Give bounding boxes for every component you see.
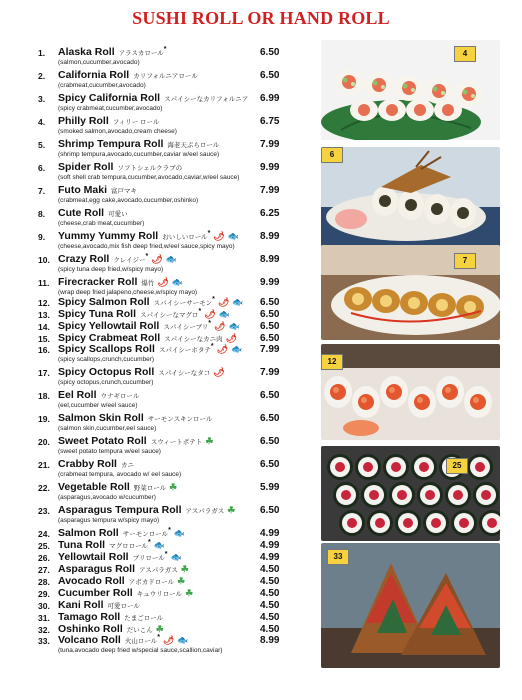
item-name bbox=[58, 575, 185, 587]
item-price: 8.99 bbox=[260, 231, 280, 242]
item-number: 33. bbox=[38, 636, 50, 646]
item-name bbox=[58, 504, 235, 516]
menu-item bbox=[0, 389, 312, 403]
item-number: 24. bbox=[38, 529, 50, 539]
item-price: 6.50 bbox=[260, 505, 280, 516]
item-number: 15. bbox=[38, 334, 50, 344]
photo-number-badge: 12 bbox=[321, 354, 343, 370]
item-description: (shrimp tempura,avocado,cucumber,caviar w/eel sauce) bbox=[58, 151, 220, 158]
item-number: 23. bbox=[38, 506, 50, 516]
item-name-text: Spicy Salmon Roll bbox=[58, 296, 150, 308]
item-name bbox=[58, 161, 182, 173]
item-name-text: Spicy Scallops Roll bbox=[58, 343, 155, 355]
fish-icon: 🐟 bbox=[232, 297, 244, 307]
item-description: (spicy octopus,crunch,cucumber) bbox=[58, 379, 154, 386]
item-japanese-name: 爆竹 bbox=[141, 280, 155, 287]
item-number: 11. bbox=[38, 278, 50, 288]
item-number: 30. bbox=[38, 601, 50, 611]
menu-item bbox=[0, 504, 312, 518]
menu-item bbox=[0, 412, 312, 426]
item-number: 2. bbox=[38, 71, 46, 81]
item-name-text: Spicy Crabmeat Roll bbox=[58, 332, 161, 344]
item-price: 6.25 bbox=[260, 208, 280, 219]
item-japanese-name: カリフォルニアロール bbox=[133, 73, 198, 80]
item-description: (spicy tuna deep fried,w/spicy mayo) bbox=[58, 266, 164, 273]
item-japanese-name: 富戸マキ bbox=[111, 188, 137, 195]
item-name-text: Spicy Octopus Roll bbox=[58, 366, 155, 378]
item-description: (cheese,avocado,mix fish deep fried,w/eel sauce,spicy mayo) bbox=[58, 243, 235, 250]
chili-pepper-icon: 🌶 bbox=[216, 344, 229, 354]
item-japanese-name: 火山ロール bbox=[124, 638, 158, 645]
menu-item bbox=[0, 343, 312, 357]
item-name bbox=[58, 527, 185, 539]
item-name-text: California Roll bbox=[58, 69, 130, 81]
item-japanese-name: スウィートポテト bbox=[150, 439, 203, 446]
raw-marker-star: * bbox=[164, 551, 168, 558]
item-price: 7.99 bbox=[260, 185, 280, 196]
item-description: (wrap deep fried jalapeno,cheese,w/spicy mayo) bbox=[58, 289, 198, 296]
item-price: 6.75 bbox=[260, 116, 280, 127]
item-price: 6.50 bbox=[260, 459, 280, 470]
item-description: (salmon,cucumber,avocado) bbox=[58, 59, 140, 66]
item-name bbox=[58, 481, 177, 493]
item-japanese-name: おいしいロール bbox=[162, 234, 208, 241]
item-price: 6.50 bbox=[260, 333, 280, 344]
item-name bbox=[58, 435, 213, 447]
item-japanese-name: アラスカロール bbox=[118, 50, 164, 57]
item-name bbox=[58, 92, 248, 104]
item-japanese-name: アスパラガス bbox=[139, 567, 178, 574]
photo-number-badge: 7 bbox=[454, 253, 476, 269]
fish-icon: 🐟 bbox=[153, 540, 165, 550]
item-number: 28. bbox=[38, 577, 50, 587]
food-photo bbox=[321, 344, 500, 440]
raw-marker-star: * bbox=[212, 296, 215, 303]
item-name bbox=[58, 308, 230, 320]
menu-item bbox=[0, 138, 312, 152]
item-number: 17. bbox=[38, 368, 50, 378]
item-price: 6.50 bbox=[260, 47, 280, 58]
menu-item bbox=[0, 69, 312, 83]
item-japanese-name: 可愛い bbox=[108, 211, 128, 218]
item-description: (soft shell crab tempura,cucumber,avocado,caviar,w/eel sauce) bbox=[58, 174, 240, 181]
item-japanese-name: アボカドロール bbox=[128, 579, 175, 586]
item-name-text: Crazy Roll bbox=[58, 253, 110, 265]
item-japanese-name: スパイシーなタコ bbox=[158, 370, 211, 377]
item-name-text: Salmon Skin Roll bbox=[58, 412, 144, 424]
item-description: (crabmeat,egg cake,avocado,cucumber,oshinko) bbox=[58, 197, 199, 204]
leaf-icon: ☘ bbox=[155, 624, 164, 634]
fish-icon: 🐟 bbox=[170, 552, 182, 562]
item-name bbox=[58, 551, 182, 563]
chili-pepper-icon: 🌶 bbox=[213, 231, 225, 241]
item-name-text: Spicy Tuna Roll bbox=[58, 308, 136, 320]
item-name-text: Yummy Yummy Roll bbox=[58, 230, 159, 242]
item-japanese-name: スパイシーなカリフォルニア bbox=[164, 96, 249, 103]
item-japanese-name: スパイシーなカニ肉 bbox=[164, 336, 223, 343]
item-price: 7.99 bbox=[260, 139, 280, 150]
item-name-text: Spicy California Roll bbox=[58, 92, 161, 104]
raw-marker-star: * bbox=[168, 527, 171, 534]
item-price: 6.50 bbox=[260, 413, 280, 424]
item-number: 18. bbox=[38, 391, 50, 401]
raw-marker-star: * bbox=[157, 634, 160, 641]
fish-icon: 🐟 bbox=[171, 277, 184, 287]
menu-item bbox=[0, 435, 312, 449]
menu-item bbox=[0, 230, 312, 244]
item-japanese-name: 海老天ぷらロール bbox=[167, 142, 220, 149]
item-description: (asparagus,avocado w/cucumber) bbox=[58, 494, 156, 501]
item-name bbox=[58, 115, 159, 127]
item-japanese-name: スパイシーブリ bbox=[163, 324, 209, 331]
item-price: 6.50 bbox=[260, 297, 280, 308]
item-japanese-name: アスパラガス bbox=[185, 508, 225, 515]
item-name-text: Spider Roll bbox=[58, 161, 114, 173]
item-description: (eel,cucumber w/eel sauce) bbox=[58, 402, 138, 409]
item-name-text: Kani Roll bbox=[58, 599, 104, 611]
leaf-icon: ☘ bbox=[227, 505, 236, 515]
item-name bbox=[58, 343, 242, 355]
item-number: 20. bbox=[38, 437, 50, 447]
item-price: 4.50 bbox=[260, 576, 280, 587]
item-name-text: Firecracker Roll bbox=[58, 276, 138, 288]
item-japanese-name: ウナギロール bbox=[100, 393, 140, 400]
item-number: 29. bbox=[38, 589, 50, 599]
raw-marker-star: * bbox=[145, 253, 149, 260]
item-name-text: Avocado Roll bbox=[58, 575, 125, 587]
item-name-text: Yellowtail Roll bbox=[58, 551, 129, 563]
item-number: 5. bbox=[38, 140, 46, 150]
item-japanese-name: フィリー ロール bbox=[112, 119, 160, 126]
item-name bbox=[58, 230, 239, 242]
item-japanese-name: スパイシーサーモン bbox=[153, 300, 213, 307]
item-price: 6.99 bbox=[260, 93, 280, 104]
item-number: 3. bbox=[38, 94, 46, 104]
item-name-text: Asparagus Tempura Roll bbox=[58, 504, 182, 516]
item-name bbox=[58, 207, 128, 219]
item-japanese-name: 可愛ロール bbox=[107, 603, 140, 610]
raw-marker-star: * bbox=[208, 320, 211, 327]
chili-pepper-icon: 🌶 bbox=[162, 635, 175, 645]
item-name bbox=[58, 253, 177, 265]
item-number: 26. bbox=[38, 553, 50, 563]
raw-marker-star: * bbox=[210, 343, 214, 350]
item-number: 13. bbox=[38, 310, 50, 320]
menu-item bbox=[0, 92, 312, 106]
item-name-text: Tamago Roll bbox=[58, 611, 121, 623]
menu-item bbox=[0, 207, 312, 221]
item-price: 4.99 bbox=[260, 552, 280, 563]
leaf-icon: ☘ bbox=[185, 588, 194, 598]
item-price: 6.50 bbox=[260, 390, 280, 401]
menu-item bbox=[0, 115, 312, 129]
item-japanese-name: カニ bbox=[120, 462, 134, 469]
item-name bbox=[58, 46, 167, 58]
item-name-text: Crabby Roll bbox=[58, 458, 117, 470]
item-price: 5.99 bbox=[260, 482, 280, 493]
item-number: 6. bbox=[38, 163, 46, 173]
chili-pepper-icon: 🌶 bbox=[225, 333, 238, 343]
item-number: 4. bbox=[38, 117, 46, 127]
fish-icon: 🐟 bbox=[165, 254, 177, 264]
item-name bbox=[58, 138, 219, 150]
item-name-text: Shrimp Tempura Roll bbox=[58, 138, 164, 150]
item-name-text: Eel Roll bbox=[58, 389, 97, 401]
fish-icon: 🐟 bbox=[173, 528, 186, 538]
item-price: 4.50 bbox=[260, 588, 280, 599]
raw-marker-star: * bbox=[163, 46, 167, 53]
item-name-text: Philly Roll bbox=[58, 115, 109, 127]
item-description: (crabmeat,cucumber,avocado) bbox=[58, 82, 146, 89]
item-price: 8.99 bbox=[260, 254, 280, 265]
leaf-icon: ☘ bbox=[169, 482, 178, 492]
photo-number-badge: 6 bbox=[321, 147, 343, 163]
item-number: 12. bbox=[38, 298, 50, 308]
item-japanese-name: スパイシーホタテ bbox=[158, 347, 211, 354]
item-name bbox=[58, 599, 140, 611]
leaf-icon: ☘ bbox=[180, 564, 189, 574]
item-name-text: Cucumber Roll bbox=[58, 587, 133, 599]
food-photo bbox=[321, 543, 500, 668]
item-price: 6.50 bbox=[260, 436, 280, 447]
food-photo bbox=[321, 446, 500, 541]
item-number: 7. bbox=[38, 186, 46, 196]
leaf-icon: ☘ bbox=[177, 576, 186, 586]
item-name bbox=[58, 587, 193, 599]
item-name bbox=[58, 539, 165, 551]
item-japanese-name: クレイジー bbox=[113, 257, 146, 264]
chili-pepper-icon: 🌶 bbox=[214, 321, 226, 331]
chili-pepper-icon: 🌶 bbox=[217, 297, 230, 307]
item-number: 31. bbox=[38, 613, 50, 623]
item-price: 9.99 bbox=[260, 277, 280, 288]
fish-icon: 🐟 bbox=[177, 635, 189, 645]
item-price: 4.50 bbox=[260, 564, 280, 575]
item-name bbox=[58, 184, 137, 196]
item-description: (crabmeat tempura, avocado w/ eel sauce) bbox=[58, 471, 182, 478]
menu-item bbox=[0, 458, 312, 472]
item-name-text: Volcano Roll bbox=[58, 634, 121, 646]
photo-number-badge: 4 bbox=[454, 46, 476, 62]
menu-item bbox=[0, 634, 312, 648]
item-price: 6.50 bbox=[260, 70, 280, 81]
chili-pepper-icon: 🌶 bbox=[204, 309, 216, 319]
item-number: 16. bbox=[38, 345, 50, 355]
item-name bbox=[58, 458, 134, 470]
item-name bbox=[58, 366, 225, 378]
menu-item bbox=[0, 276, 312, 290]
item-price: 6.50 bbox=[260, 321, 280, 332]
fish-icon: 🐟 bbox=[227, 231, 239, 241]
menu-item bbox=[0, 366, 312, 380]
item-name bbox=[58, 563, 189, 575]
item-japanese-name: キュウリロール bbox=[136, 591, 183, 598]
item-price: 9.99 bbox=[260, 162, 280, 173]
item-price: 4.50 bbox=[260, 600, 280, 611]
item-description: (spicy scallops,crunch,cucumber) bbox=[58, 356, 155, 363]
chili-pepper-icon: 🌶 bbox=[151, 254, 163, 264]
item-number: 10. bbox=[38, 255, 50, 265]
item-name-text: Futo Maki bbox=[58, 184, 107, 196]
item-description: (asparagus tempura w/spicy mayo) bbox=[58, 517, 160, 524]
item-name-text: Salmon Roll bbox=[58, 527, 119, 539]
food-photo bbox=[321, 147, 500, 247]
item-number: 1. bbox=[38, 48, 46, 58]
item-price: 4.50 bbox=[260, 624, 280, 635]
item-japanese-name: スパイシーなマグロ bbox=[139, 312, 199, 319]
item-name bbox=[58, 634, 189, 646]
item-name bbox=[58, 69, 198, 81]
item-japanese-name: 野菜ロール bbox=[133, 485, 167, 492]
food-photo bbox=[321, 245, 500, 340]
raw-marker-star: * bbox=[207, 230, 211, 237]
item-name bbox=[58, 296, 244, 308]
item-description: (salmon skin,cucumber,eel sauce) bbox=[58, 425, 157, 432]
item-name bbox=[58, 389, 139, 401]
item-name bbox=[58, 611, 163, 623]
item-price: 7.99 bbox=[260, 367, 280, 378]
food-photo bbox=[321, 40, 500, 140]
item-price: 4.99 bbox=[260, 540, 280, 551]
menu-item bbox=[0, 46, 312, 60]
item-name-text: Oshinko Roll bbox=[58, 623, 123, 635]
item-japanese-name: サーモンロール bbox=[122, 531, 169, 538]
item-japanese-name: ソフトシェルクラブの bbox=[117, 165, 183, 172]
menu-item bbox=[0, 161, 312, 175]
item-number: 8. bbox=[38, 209, 46, 219]
item-japanese-name: たまごロール bbox=[124, 615, 164, 622]
item-number: 9. bbox=[38, 232, 46, 242]
photo-number-badge: 33 bbox=[327, 549, 349, 565]
item-price: 6.50 bbox=[260, 309, 280, 320]
item-name-text: Vegetable Roll bbox=[58, 481, 130, 493]
item-name-text: Spicy Yellowtail Roll bbox=[58, 320, 160, 332]
item-name-text: Cute Roll bbox=[58, 207, 105, 219]
fish-icon: 🐟 bbox=[228, 321, 240, 331]
item-name-text: Alaska Roll bbox=[58, 46, 115, 58]
item-japanese-name: だいこん bbox=[126, 627, 153, 634]
chili-pepper-icon: 🌶 bbox=[157, 277, 169, 287]
item-number: 25. bbox=[38, 541, 50, 551]
item-price: 4.50 bbox=[260, 612, 280, 623]
raw-marker-star: * bbox=[198, 308, 202, 315]
item-price: 4.99 bbox=[260, 528, 280, 539]
item-name bbox=[58, 276, 183, 288]
item-name bbox=[58, 412, 212, 424]
item-japanese-name: マグロロール bbox=[109, 543, 148, 550]
item-japanese-name: サーモンスキンロール bbox=[147, 416, 213, 423]
fish-icon: 🐟 bbox=[218, 309, 230, 319]
item-number: 21. bbox=[38, 460, 50, 470]
item-price: 8.99 bbox=[260, 635, 280, 646]
photo-number-badge: 25 bbox=[446, 458, 468, 474]
menu-title: SUSHI ROLL OR HAND ROLL bbox=[132, 8, 390, 28]
item-description: (tuna,avocado deep fried w/special sauce,scallion,caviar) bbox=[58, 647, 223, 654]
item-name-text: Tuna Roll bbox=[58, 539, 106, 551]
item-number: 19. bbox=[38, 414, 50, 424]
menu-item bbox=[0, 184, 312, 198]
item-description: (smoked salmon,avocado,cream cheese) bbox=[58, 128, 177, 135]
item-japanese-name: ブリロール bbox=[132, 555, 165, 562]
item-description: (cheese,crab meat,cucumber) bbox=[58, 220, 145, 227]
leaf-icon: ☘ bbox=[205, 436, 214, 446]
item-number: 22. bbox=[38, 483, 50, 493]
item-number: 32. bbox=[38, 625, 50, 635]
item-name bbox=[58, 320, 240, 332]
item-name-text: Sweet Potato Roll bbox=[58, 435, 147, 447]
menu-item bbox=[0, 481, 312, 495]
fish-icon: 🐟 bbox=[231, 344, 243, 354]
item-number: 14. bbox=[38, 322, 50, 332]
chili-pepper-icon: 🌶 bbox=[213, 367, 225, 377]
item-price: 7.99 bbox=[260, 344, 280, 355]
item-description: (sweet potato tempura w/eel sauce) bbox=[58, 448, 161, 455]
item-name-text: Asparagus Roll bbox=[58, 563, 136, 575]
item-description: (spicy crabmeat,cucumber,avocado) bbox=[58, 105, 163, 112]
menu-item bbox=[0, 253, 312, 267]
item-number: 27. bbox=[38, 565, 50, 575]
raw-marker-star: * bbox=[147, 539, 151, 546]
